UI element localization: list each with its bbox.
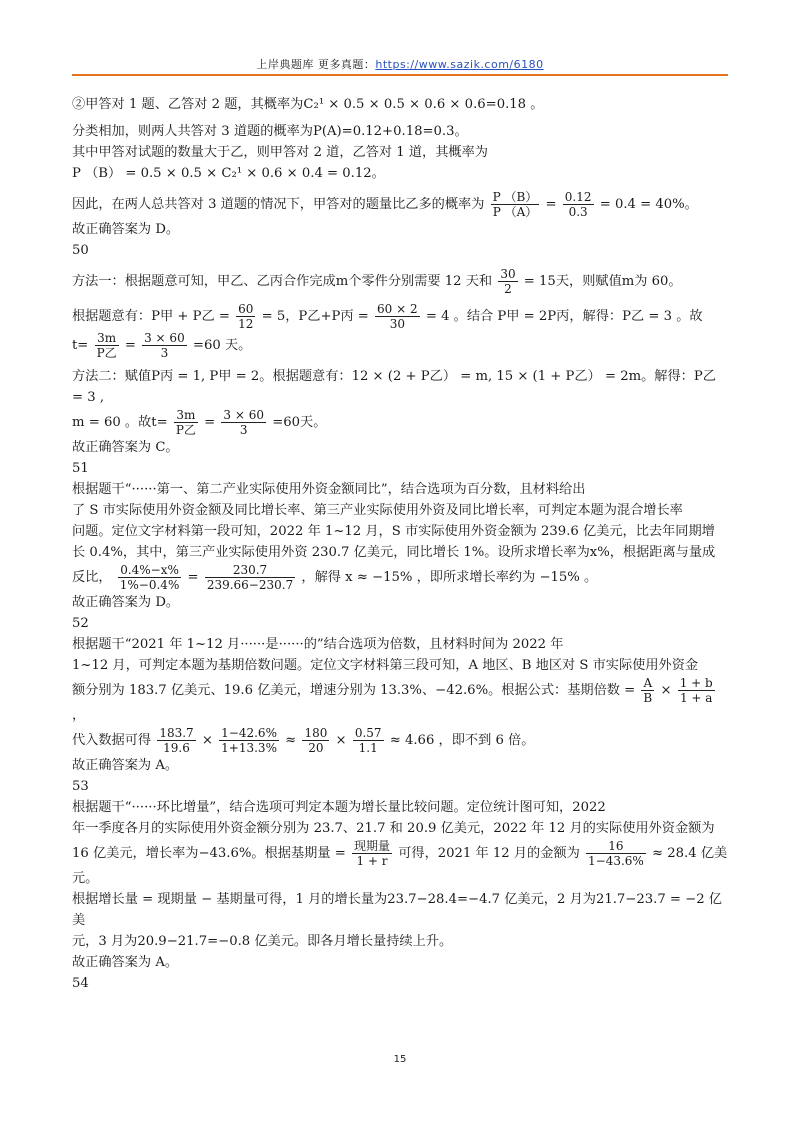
fraction: $\frac{16}{1-43.6\%}$	[588, 839, 644, 868]
text-line: 根据题干“······环比增量”，结合选项可判定本题为增长量比较问题。定位统计图可知，2022	[72, 800, 606, 815]
question-number: 54	[72, 976, 89, 991]
fraction: $\frac{3m}{\text{P乙}}$	[96, 331, 117, 360]
text-line: 故正确答案为 A。	[72, 758, 179, 773]
fraction: $\frac{60 \times 2}{30}$	[377, 302, 418, 331]
fraction: $\frac{3 \times 60}{3}$	[223, 408, 264, 437]
fraction: $\frac{0.4\%-x\%}{1\%-0.4\%}$	[119, 563, 180, 592]
fraction: $\frac{230.7}{239.66-230.7}$	[206, 563, 294, 592]
header-divider	[72, 74, 728, 76]
text-line: 故正确答案为 A。	[72, 955, 179, 970]
fraction: $\frac{0.57}{1.1}$	[354, 726, 382, 755]
text-line: 方法一：根据题意可知，甲乙、乙丙合作完成m个零件分别需要 12 天和 $\frac{30}{2}$ = 15天，则赋值m为 60。	[72, 267, 682, 296]
brand-name: 上岸典题库	[256, 58, 314, 71]
fraction: $\frac{60}{12}$	[238, 302, 254, 331]
fraction: $\frac{180}{20}$	[304, 726, 328, 755]
fraction: $\frac{3 \times 60}{3}$	[144, 331, 185, 360]
fraction: $\frac{A}{B}$	[643, 676, 653, 705]
question-number: 50	[72, 243, 89, 258]
text-line: 额分别为 183.7 亿美元、19.6 亿美元，增速分别为 13.3%、−42.6%。根据公式：基期倍数 = $\frac{A}{B}$ × $\frac{1 + b}{1 + a}$ ，	[72, 676, 713, 723]
fraction: $\frac{P (B)}{P (A)}$	[492, 190, 538, 219]
header-separator: 更多真题：	[313, 58, 376, 71]
text-line: t= $\frac{3m}{\text{P乙}}$ = $\frac{3 \times 60}{3}$ =60 天。	[72, 331, 252, 360]
text-line: 故正确答案为 D。	[72, 595, 180, 610]
text-line: 分类相加，则两人共答对 3 道题的概率为P(A)=0.12+0.18=0.3。	[72, 124, 468, 139]
text-line: 方法二：赋值P丙 = 1, P甲 = 2。根据题意有：12 × (2 + P乙） = m, 15 × (1 + P乙） = 2m。解得：P乙 = 3 ,	[72, 369, 716, 405]
page-number: 15	[393, 1054, 407, 1065]
fraction: $\frac{1 + b}{1 + a}$	[679, 676, 713, 705]
text-line: 根据题干“······第一、第二产业实际使用外资金额同比”，结合选项为百分数，且材料给出	[72, 482, 586, 497]
text-line: P （B） = 0.5 × 0.5 × C₂¹ × 0.6 × 0.4 = 0.12。	[72, 166, 385, 181]
text-line: 根据增长量 = 现期量 − 基期量可得，1 月的增长量为23.7−28.4=−4.7 亿美元，2 月为21.7−23.7 = −2 亿美	[72, 892, 722, 928]
text-line: 反比， $\frac{0.4\%-x\%}{1\%-0.4\%}$ = $\frac{230.7}{239.66-230.7}$ ，解得 x ≈ −15% ，即所求增长率约为 −15% 。	[72, 563, 598, 592]
fraction: $\frac{183.7}{19.6}$	[159, 726, 194, 755]
text-line: 根据题意有：P甲 + P乙 = $\frac{60}{12}$ = 5，P乙+P丙 = $\frac{60 \times 2}{30}$ = 4 。结合 P甲 = 2P丙，解得：P乙 = 3 。故	[72, 302, 703, 331]
text-line: 年一季度各月的实际使用外资金额分别为 23.7、21.7 和 20.9 亿美元，2022 年 12 月的实际使用外资金额为	[72, 821, 715, 836]
fraction: $\frac{3m}{\text{P乙}}$	[175, 408, 196, 437]
fraction: $\frac{1-42.6\%}{1+13.3\%}$	[221, 726, 277, 755]
question-number: 51	[72, 461, 89, 476]
text-line: ②甲答对 1 题、乙答对 2 题，其概率为C₂¹ × 0.5 × 0.5 × 0.6 × 0.6=0.18 。	[72, 97, 544, 112]
text-line: 了 S 市实际使用外资金额及同比增长率、第三产业实际使用外资及同比增长率，可判定本题为混合增长率	[72, 503, 683, 518]
text-line: 16 亿美元，增长率为−43.6%。根据基期量 = $\frac{\text{现期量}}{1 + r}$ 可得，2021 年 12 月的金额为 $\frac{16}{1-43.6\%}$ ≈ 28.4 亿美元。	[72, 839, 728, 886]
text-line: 故正确答案为 C。	[72, 440, 179, 455]
fraction: $\frac{0.12}{0.3}$	[564, 190, 592, 219]
question-number: 53	[72, 779, 89, 794]
question-number: 52	[72, 616, 89, 631]
text-line: 问题。定位文字材料第一段可知，2022 年 1~12 月，S 市实际使用外资金额为 239.6 亿美元，比去年同期增	[72, 524, 715, 539]
text-line: m = 60 。故t= $\frac{3m}{\text{P乙}}$ = $\frac{3 \times 60}{3}$ =60天。	[72, 408, 327, 437]
page-header	[72, 56, 728, 74]
header-link[interactable]: https://www.sazik.com/6180	[375, 58, 544, 71]
text-line: 1~12 月，可判定本题为基期倍数问题。定位文字材料第三段可知，A 地区、B 地区对 S 市实际使用外资金	[72, 658, 699, 673]
text-line: 长 0.4%，其中，第三产业实际使用外资 230.7 亿美元，同比增长 1%。设所求增长率为x%，根据距离与量成	[72, 545, 716, 560]
document-body	[72, 94, 728, 994]
text-line: 根据题干“2021 年 1~12 月······是······的”结合选项为倍数，且材料时间为 2022 年	[72, 637, 564, 652]
text-line: 代入数据可得 $\frac{183.7}{19.6}$ × $\frac{1-42.6\%}{1+13.3\%}$ ≈ $\frac{180}{20}$ × $\frac{0.57}{1.1}$ ≈ 4.66 ，即不到 6 倍。	[72, 726, 535, 755]
fraction: $\frac{\text{现期量}}{1 + r}$	[353, 839, 390, 868]
text-line: 因此，在两人总共答对 3 道题的情况下，甲答对的题量比乙多的概率为 $\frac{P (B)}{P (A)}$ = $\frac{0.12}{0.3}$ = 0.4 = 40%。	[72, 190, 698, 219]
text-line: 故正确答案为 D。	[72, 222, 180, 237]
fraction: $\frac{30}{2}$	[500, 267, 516, 296]
text-line: 其中甲答对试题的数量大于乙，则甲答对 2 道，乙答对 1 道，其概率为	[72, 145, 488, 160]
text-line: 元，3 月为20.9−21.7=−0.8 亿美元。即各月增长量持续上升。	[72, 934, 453, 949]
